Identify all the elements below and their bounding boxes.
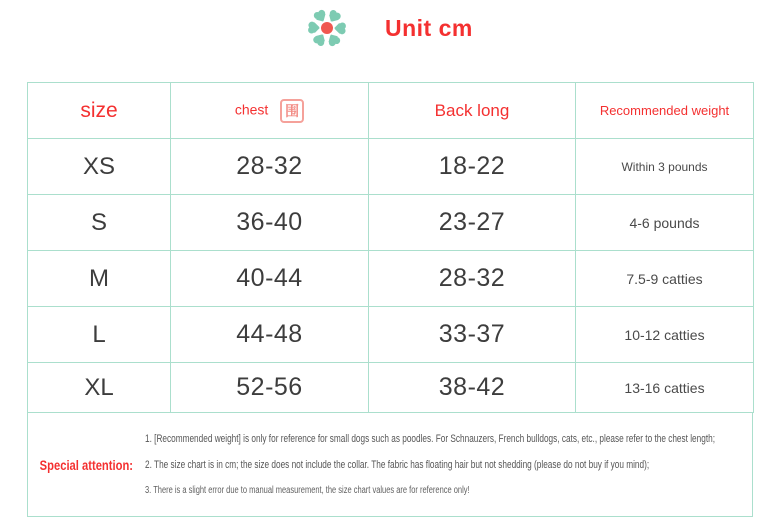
note-item: 2. The size chart is in cm; the size does not include the collar. The fabric has floating hair but not shedding (please do not buy if you mind); <box>144 459 649 471</box>
table-row <box>28 195 754 251</box>
weight-value: 13-16 catties <box>576 363 754 413</box>
back-long-value: 38-42 <box>369 363 576 413</box>
note-item: 3. There is a slight error due to manual measurement, the size chart values are for reference only! <box>144 485 470 496</box>
table-row <box>28 307 754 363</box>
column-header-chest <box>171 83 369 139</box>
column-header-size: size <box>28 83 171 139</box>
weight-value: 10-12 catties <box>576 307 754 363</box>
chest-value: 52-56 <box>171 363 369 413</box>
girth-stamp-icon: 围 <box>280 99 304 123</box>
special-attention-section <box>27 413 753 517</box>
back-long-value: 28-32 <box>369 251 576 307</box>
table-row <box>28 139 754 195</box>
flower-center-dot <box>321 22 333 34</box>
chest-value: 44-48 <box>171 307 369 363</box>
chest-value: 36-40 <box>171 195 369 251</box>
size-value: S <box>28 195 171 251</box>
column-header-back-long: Back long <box>369 83 576 139</box>
table-row <box>28 363 754 413</box>
unit-title: Unit cm <box>385 14 473 41</box>
chest-value: 28-32 <box>171 139 369 195</box>
size-chart <box>27 82 754 413</box>
column-header-chest-label: chest <box>234 101 269 118</box>
back-long-value: 23-27 <box>369 195 576 251</box>
table-row <box>28 251 754 307</box>
chest-value: 40-44 <box>171 251 369 307</box>
size-value: XS <box>28 139 171 195</box>
weight-value: 7.5-9 catties <box>576 251 754 307</box>
size-table <box>27 82 754 413</box>
size-value: M <box>28 251 171 307</box>
size-value: XL <box>28 363 171 413</box>
back-long-value: 33-37 <box>369 307 576 363</box>
size-value: L <box>28 307 171 363</box>
weight-value: 4-6 pounds <box>576 195 754 251</box>
note-item: 1. [Recommended weight] is only for reference for small dogs such as poodles. For Schnauzers, French bulldogs, cats, etc., please refer to the chest length; <box>144 433 715 445</box>
special-attention-label: Special attention: <box>39 456 134 473</box>
flower-icon <box>306 7 348 49</box>
table-header-row <box>28 83 754 139</box>
page-header <box>306 7 473 49</box>
weight-value: Within 3 pounds <box>576 139 754 195</box>
column-header-recommended-weight: Recommended weight <box>576 83 754 139</box>
back-long-value: 18-22 <box>369 139 576 195</box>
notes-list <box>145 433 752 496</box>
